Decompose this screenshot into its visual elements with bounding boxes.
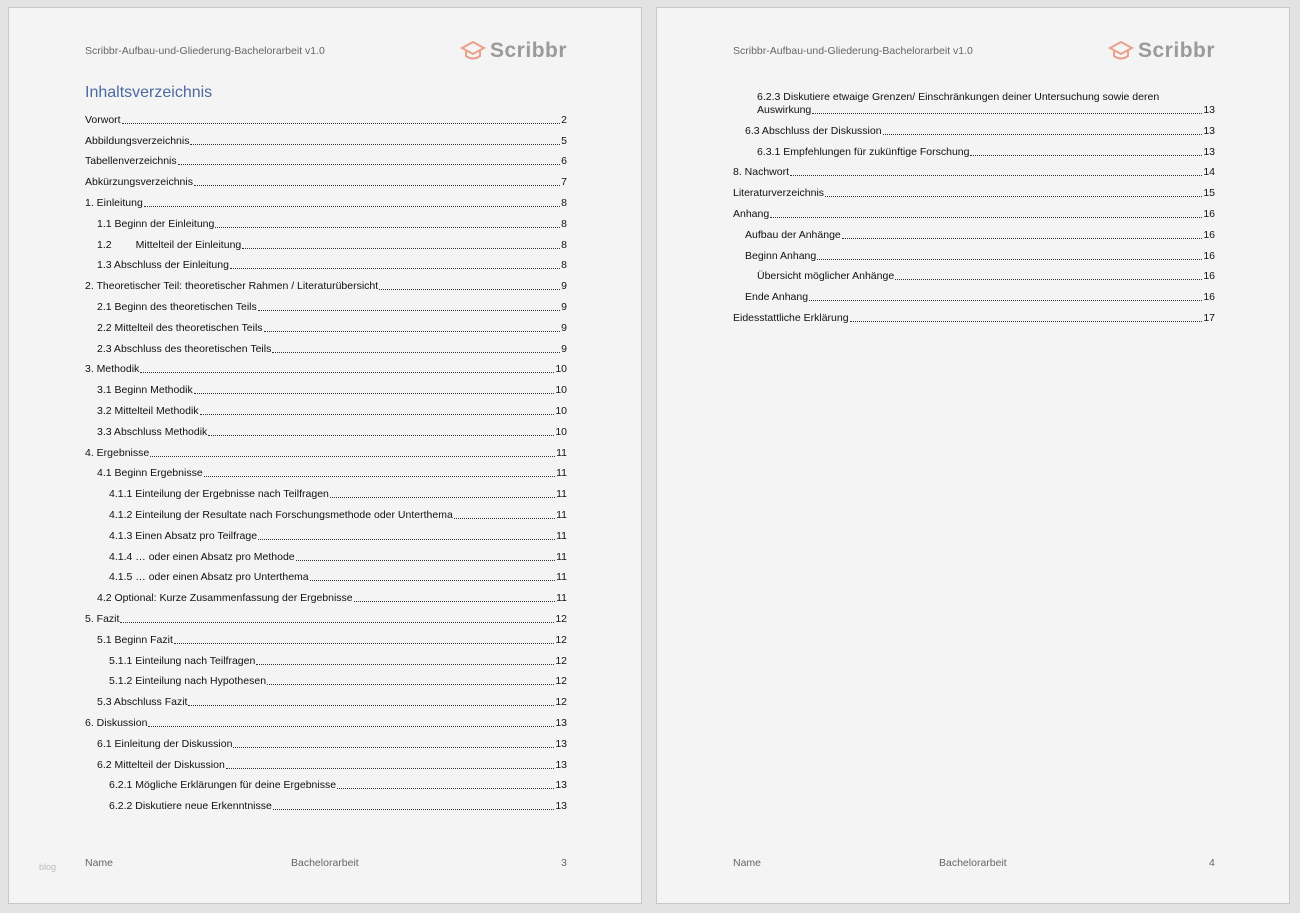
toc-entry-label: 6.3.1 Empfehlungen für zukünftige Forschung xyxy=(757,145,970,158)
toc-entry[interactable] xyxy=(85,647,567,668)
dot-leader xyxy=(842,238,1203,239)
toc-entry-label-wrap xyxy=(85,280,378,293)
footer-name: Name xyxy=(85,857,114,869)
toc-entry-label-wrap xyxy=(97,384,193,397)
toc-entry-label: 2.1 Beginn des theoretischen Teils xyxy=(97,300,257,313)
toc-entry-page: 11 xyxy=(556,488,567,501)
toc-entry-label-wrap xyxy=(97,322,263,335)
toc-entry-page: 16 xyxy=(1203,207,1215,220)
footer-center: Bachelorarbeit xyxy=(291,857,359,869)
toc-title: Inhaltsverzeichnis xyxy=(85,84,213,101)
dot-leader xyxy=(895,279,1202,280)
toc-entry-page: 8 xyxy=(561,259,567,272)
toc-entry[interactable] xyxy=(85,772,567,793)
dot-leader xyxy=(454,518,555,519)
toc-entry-label-wrap xyxy=(733,208,769,221)
toc-entry-label: 6.1 Einleitung der Diskussion xyxy=(97,737,233,750)
logo-text: Scribbr xyxy=(490,39,568,62)
logo-text: Scribbr xyxy=(1138,39,1216,62)
toc-entry-label: 6.2 Mittelteil der Diskussion xyxy=(97,758,225,771)
dot-leader xyxy=(226,768,555,769)
toc-entry-page: 12 xyxy=(555,675,567,688)
header-title: Scribbr-Aufbau-und-Gliederung-Bachelorarbeit v1.0 xyxy=(85,45,325,57)
toc-entry-page: 15 xyxy=(1203,187,1215,200)
toc-entry-label-wrap xyxy=(745,125,882,138)
toc-entry-page: 7 xyxy=(561,176,567,189)
toc-entry-page: 8 xyxy=(561,196,567,209)
dot-leader xyxy=(204,476,555,477)
toc-entry-label-wrap xyxy=(97,696,187,709)
toc-entry-label: 6.2.3 Diskutiere etwaige Grenzen/ Einschränkungen deiner Untersuchung sowie deren xyxy=(757,91,1160,103)
toc-entry-label: 3.2 Mittelteil Methodik xyxy=(97,404,199,417)
toc-entry[interactable] xyxy=(85,626,567,647)
toc-entry[interactable] xyxy=(85,210,567,231)
toc-entry-page: 11 xyxy=(556,592,567,605)
dot-leader xyxy=(230,268,560,269)
dot-leader xyxy=(194,185,560,186)
toc-entry-label-wrap xyxy=(97,592,353,605)
toc-entry-label: 2.3 Abschluss des theoretischen Teils xyxy=(97,342,272,355)
toc-entry-page: 10 xyxy=(555,425,567,438)
dot-leader xyxy=(144,206,560,207)
dot-leader xyxy=(178,164,561,165)
toc-entry-label-wrap xyxy=(85,155,177,168)
toc-entry[interactable] xyxy=(85,522,567,543)
toc-entry-line2 xyxy=(757,104,1215,117)
toc-entry-page: 13 xyxy=(1203,124,1215,137)
toc-entry-label-wrap xyxy=(733,166,789,179)
toc-entry-label-wrap xyxy=(97,634,173,647)
dot-leader xyxy=(337,788,554,789)
dot-leader xyxy=(264,331,561,332)
toc-entry[interactable] xyxy=(85,688,567,709)
toc-entry-label-wrap xyxy=(85,114,121,127)
toc-entry-label-wrap xyxy=(97,218,214,231)
toc-entry-label: Anhang xyxy=(733,207,770,220)
toc-entry-page: 11 xyxy=(556,529,567,542)
dot-leader xyxy=(825,196,1202,197)
dot-leader xyxy=(330,497,555,498)
dot-leader xyxy=(273,809,554,810)
toc-entry-page: 13 xyxy=(555,779,567,792)
toc-entry[interactable] xyxy=(85,148,567,169)
toc-entry-page: 13 xyxy=(1203,145,1215,158)
toc-entry[interactable] xyxy=(733,221,1215,242)
dot-leader xyxy=(258,310,560,311)
toc-entry-label-wrap xyxy=(85,197,143,210)
toc-entry[interactable] xyxy=(85,460,567,481)
toc-entry-label-wrap xyxy=(85,717,147,730)
toc-entry[interactable] xyxy=(85,730,567,751)
toc-entry[interactable] xyxy=(733,84,1215,117)
toc-entry[interactable] xyxy=(85,189,567,210)
toc-entry-page: 12 xyxy=(555,696,567,709)
toc-entry-label-wrap xyxy=(97,738,232,751)
toc-entry[interactable] xyxy=(85,668,567,689)
toc-entry[interactable] xyxy=(733,304,1215,325)
dot-leader xyxy=(812,113,1202,114)
toc-entry-label-wrap xyxy=(109,675,266,688)
toc-entry[interactable] xyxy=(733,242,1215,263)
toc-entry-page: 10 xyxy=(555,404,567,417)
toc-entry-label-wrap xyxy=(109,530,257,543)
footer-page-number: 3 xyxy=(561,857,567,869)
toc-entry-page: 12 xyxy=(555,612,567,625)
dot-leader xyxy=(770,217,1202,218)
toc-entry[interactable] xyxy=(85,252,567,273)
dot-leader xyxy=(148,726,554,727)
dot-leader xyxy=(150,456,555,457)
table-of-contents xyxy=(733,84,1215,325)
toc-entry-label-wrap xyxy=(109,551,295,564)
toc-entry-page: 9 xyxy=(561,342,567,355)
toc-entry-page: 13 xyxy=(555,716,567,729)
toc-entry-label-wrap xyxy=(109,571,309,584)
toc-entry-label-wrap xyxy=(97,426,207,439)
toc-entry-label: 1.2 xyxy=(97,238,112,251)
toc-entry[interactable] xyxy=(733,117,1215,138)
dot-leader xyxy=(190,144,560,145)
toc-entry[interactable] xyxy=(85,543,567,564)
toc-entry-label: 4.1 Beginn Ergebnisse xyxy=(97,467,203,480)
toc-entry-page: 10 xyxy=(555,384,567,397)
toc-entry-label-wrap xyxy=(85,363,139,376)
dot-leader xyxy=(208,435,554,436)
toc-entry[interactable] xyxy=(85,751,567,772)
toc-entry-label: 5.1.2 Einteilung nach Hypothesen xyxy=(109,675,267,688)
toc-entry-label-continued: Auswirkung xyxy=(757,104,812,116)
toc-entry[interactable] xyxy=(85,792,567,813)
dot-leader xyxy=(970,155,1202,156)
toc-entry[interactable] xyxy=(85,106,567,127)
toc-entry-page: 8 xyxy=(561,238,567,251)
toc-entry-label-text: Mittelteil der Einleitung xyxy=(135,238,242,251)
toc-entry-label: 4.2 Optional: Kurze Zusammenfassung der Ergebnisse xyxy=(97,592,353,605)
toc-entry-page: 13 xyxy=(555,758,567,771)
toc-entry[interactable] xyxy=(733,263,1215,284)
dot-leader xyxy=(258,539,555,540)
toc-entry-label: 5.1.1 Einteilung nach Teilfragen xyxy=(109,654,256,667)
dot-leader xyxy=(850,321,1203,322)
dot-leader xyxy=(122,123,561,124)
toc-entry-label: 3.1 Beginn Methodik xyxy=(97,384,193,397)
graduation-cap-icon xyxy=(460,40,486,62)
dot-leader xyxy=(194,393,555,394)
toc-entry[interactable] xyxy=(85,231,567,252)
toc-entry-label-wrap xyxy=(85,135,189,148)
toc-entry-label-wrap xyxy=(757,146,969,159)
dot-leader xyxy=(140,372,554,373)
toc-entry[interactable] xyxy=(733,159,1215,180)
toc-entry[interactable] xyxy=(733,200,1215,221)
toc-entry-label: 4.1.2 Einteilung der Resultate nach Forschungsmethode oder Unterthema xyxy=(109,508,453,521)
toc-entry-label: Abbildungsverzeichnis xyxy=(85,134,190,147)
toc-entry[interactable] xyxy=(85,439,567,460)
toc-entry-label-wrap xyxy=(97,301,257,314)
dot-leader xyxy=(267,684,554,685)
toc-entry-label: 4. Ergebnisse xyxy=(85,446,150,459)
dot-leader xyxy=(200,414,555,415)
dot-leader xyxy=(883,134,1203,135)
dot-leader xyxy=(790,175,1202,176)
toc-entry-label-wrap xyxy=(97,467,203,480)
toc-entry-page: 5 xyxy=(561,134,567,147)
toc-entry-page: 16 xyxy=(1203,249,1215,262)
toc-entry[interactable] xyxy=(85,356,567,377)
toc-entry-label-wrap xyxy=(745,250,816,263)
toc-entry-label-wrap xyxy=(745,229,841,242)
toc-entry-label: 4.1.3 Einen Absatz pro Teilfrage xyxy=(109,529,258,542)
toc-entry-page: 9 xyxy=(561,300,567,313)
toc-entry[interactable] xyxy=(85,127,567,148)
scribbr-logo xyxy=(1108,39,1215,63)
toc-entry-page: 16 xyxy=(1203,291,1215,304)
toc-entry-label: Aufbau der Anhänge xyxy=(745,228,841,241)
toc-entry[interactable] xyxy=(733,283,1215,304)
toc-entry-page: 6 xyxy=(561,155,567,168)
toc-entry-label-wrap xyxy=(745,291,808,304)
toc-entry[interactable] xyxy=(85,397,567,418)
toc-entry-page: 12 xyxy=(555,633,567,646)
toc-entry-label-wrap xyxy=(97,759,225,772)
toc-entry-page: 11 xyxy=(556,550,567,563)
toc-entry-label-wrap xyxy=(109,655,255,668)
toc-entry-label: 4.1.4 … oder einen Absatz pro Methode xyxy=(109,550,295,563)
toc-entry-label-wrap xyxy=(97,239,241,252)
dot-leader xyxy=(272,352,560,353)
toc-entry-label: 1.3 Abschluss der Einleitung xyxy=(97,259,229,272)
toc-entry-page: 11 xyxy=(556,508,567,521)
toc-entry-page: 2 xyxy=(561,113,567,126)
toc-entry-label-wrap xyxy=(733,187,824,200)
table-of-contents xyxy=(85,106,567,813)
toc-entry-label: 1.1 Beginn der Einleitung xyxy=(97,217,215,230)
toc-entry-label: 4.1.1 Einteilung der Ergebnisse nach Teilfragen xyxy=(109,488,329,501)
scribbr-logo xyxy=(460,39,567,63)
dot-leader xyxy=(809,300,1202,301)
toc-entry[interactable] xyxy=(85,293,567,314)
footer-name: Name xyxy=(733,857,762,869)
toc-entry-label: Literaturverzeichnis xyxy=(733,187,825,200)
toc-entry-label: Abkürzungsverzeichnis xyxy=(85,176,193,189)
toc-entry[interactable] xyxy=(85,584,567,605)
document-page-4 xyxy=(656,7,1290,904)
toc-entry-label: 3. Methodik xyxy=(85,363,140,376)
toc-entry-label: Vorwort xyxy=(85,113,121,126)
toc-entry-page: 13 xyxy=(555,737,567,750)
toc-entry[interactable] xyxy=(85,418,567,439)
toc-entry-label: Ende Anhang xyxy=(745,291,809,304)
toc-entry-page: 11 xyxy=(556,446,567,459)
toc-entry-label: 5.1 Beginn Fazit xyxy=(97,633,173,646)
footer-center: Bachelorarbeit xyxy=(939,857,1007,869)
dot-leader xyxy=(310,580,555,581)
dot-leader xyxy=(296,560,555,561)
dot-leader xyxy=(120,622,554,623)
toc-entry[interactable] xyxy=(85,335,567,356)
toc-entry[interactable] xyxy=(733,138,1215,159)
toc-entry-label-wrap xyxy=(85,447,149,460)
toc-entry-page: 12 xyxy=(555,654,567,667)
toc-entry-label-wrap xyxy=(757,270,894,283)
graduation-cap-icon xyxy=(1108,40,1134,62)
dot-leader xyxy=(256,664,554,665)
toc-entry-page: 9 xyxy=(561,321,567,334)
toc-entry[interactable] xyxy=(85,376,567,397)
toc-entry-page: 13 xyxy=(1203,104,1215,116)
toc-entry[interactable] xyxy=(733,179,1215,200)
toc-entry-page: 10 xyxy=(555,363,567,376)
toc-entry-label: Beginn Anhang xyxy=(745,249,817,262)
toc-entry-label: 6. Diskussion xyxy=(85,716,148,729)
toc-entry-label: 2. Theoretischer Teil: theoretischer Rahmen / Literaturübersicht xyxy=(85,280,379,293)
toc-entry-page: 17 xyxy=(1203,311,1215,324)
toc-entry-label: Tabellenverzeichnis xyxy=(85,155,177,168)
document-page-3 xyxy=(8,7,642,904)
toc-entry-label: 8. Nachwort xyxy=(733,166,790,179)
toc-entry-label-wrap xyxy=(85,176,193,189)
toc-entry-label: Eidesstattliche Erklärung xyxy=(733,311,849,324)
toc-entry[interactable] xyxy=(85,709,567,730)
toc-entry-label-wrap xyxy=(733,312,849,325)
toc-entry-label-wrap xyxy=(109,800,272,813)
toc-entry-label-wrap xyxy=(109,779,336,792)
toc-entry-page: 9 xyxy=(561,280,567,293)
toc-entry[interactable] xyxy=(85,564,567,585)
toc-entry[interactable] xyxy=(85,272,567,293)
toc-entry-page: 16 xyxy=(1203,228,1215,241)
toc-entry-label-wrap xyxy=(97,343,271,356)
toc-entry-page: 14 xyxy=(1203,166,1215,179)
toc-entry-page: 13 xyxy=(555,800,567,813)
toc-entry-label: 2.2 Mittelteil des theoretischen Teils xyxy=(97,321,263,334)
toc-entry-label-wrap xyxy=(109,488,329,501)
toc-entry-label: 4.1.5 … oder einen Absatz pro Unterthema xyxy=(109,571,309,584)
toc-entry-label-wrap xyxy=(97,259,229,272)
toc-entry-label: 6.2.1 Mögliche Erklärungen für deine Ergebnisse xyxy=(109,779,337,792)
dot-leader xyxy=(215,227,560,228)
toc-entry-label: 1. Einleitung xyxy=(85,196,143,209)
toc-entry-label: 5. Fazit xyxy=(85,612,120,625)
header-title: Scribbr-Aufbau-und-Gliederung-Bachelorarbeit v1.0 xyxy=(733,45,973,57)
toc-entry-page: 8 xyxy=(561,217,567,230)
watermark: blog xyxy=(39,862,57,872)
toc-entry-label: 6.2.2 Diskutiere neue Erkenntnisse xyxy=(109,800,272,813)
dot-leader xyxy=(233,747,554,748)
footer-page-number: 4 xyxy=(1209,857,1215,869)
toc-entry-label: 3.3 Abschluss Methodik xyxy=(97,425,208,438)
dot-leader xyxy=(174,643,554,644)
toc-entry-label-wrap xyxy=(109,509,453,522)
dot-leader xyxy=(379,289,560,290)
toc-entry-page: 11 xyxy=(556,571,567,584)
toc-entry-label-wrap xyxy=(85,613,119,626)
dot-leader xyxy=(188,705,554,706)
toc-entry[interactable] xyxy=(85,168,567,189)
toc-entry-label: 5.3 Abschluss Fazit xyxy=(97,696,188,709)
toc-entry-page: 16 xyxy=(1203,270,1215,283)
toc-entry-label: Übersicht möglicher Anhänge xyxy=(757,270,895,283)
dot-leader xyxy=(242,248,560,249)
toc-entry-label: 6.3 Abschluss der Diskussion xyxy=(745,124,882,137)
toc-entry-label-wrap xyxy=(97,405,199,418)
toc-entry-page: 11 xyxy=(556,467,567,480)
toc-entry[interactable] xyxy=(85,605,567,626)
toc-entry[interactable] xyxy=(85,480,567,501)
toc-entry[interactable] xyxy=(85,314,567,335)
dot-leader xyxy=(354,601,555,602)
toc-entry[interactable] xyxy=(85,501,567,522)
dot-leader xyxy=(817,259,1202,260)
